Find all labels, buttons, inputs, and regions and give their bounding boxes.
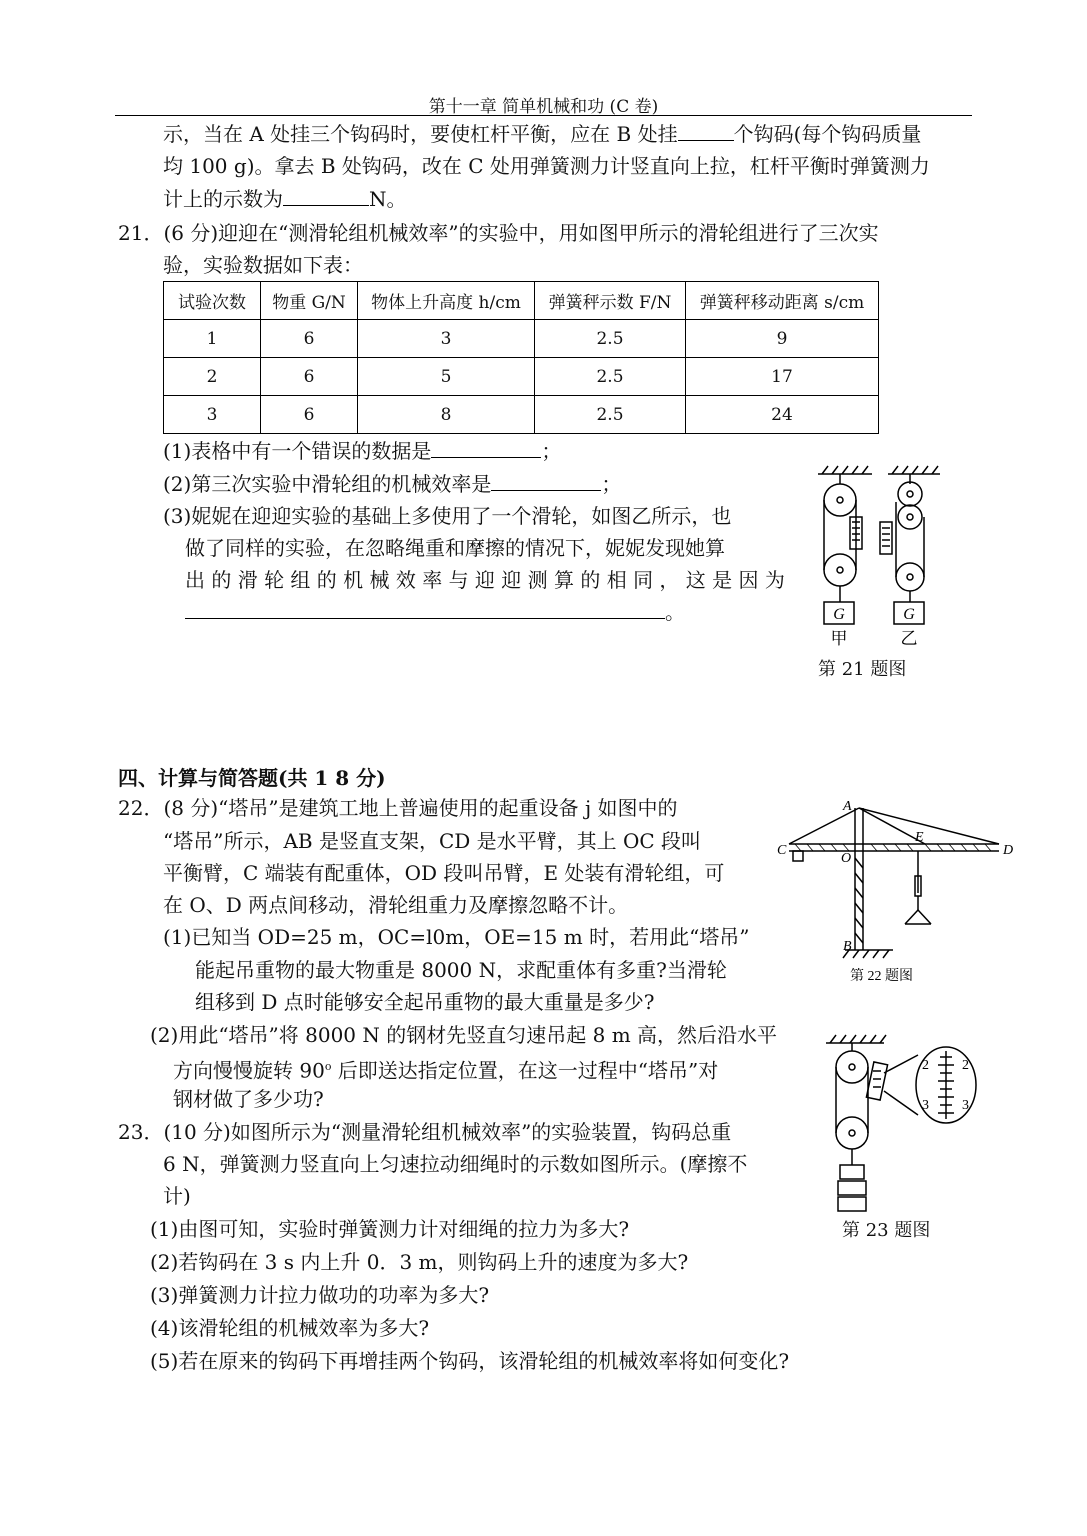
q21-sub1-text: (1)表格中有一个错误的数据是 (163, 439, 432, 463)
label-c: C (777, 843, 787, 858)
q22-sub2-line2b: 后即送达指定位置，在这一过程中“塔吊”对 (331, 1058, 719, 1083)
label-yi: 乙 (900, 629, 918, 648)
table-cell: 1 (164, 320, 261, 358)
table-header-cell: 弹簧秤移动距离 s/cm (686, 282, 879, 320)
q23-sub3: (3)弹簧测力计拉力做功的功率为多大? (150, 1283, 490, 1307)
table-header-row (164, 282, 879, 320)
q20-line1b: 个钩码(每个钩码质量 (733, 122, 922, 146)
q23-sub4: (4)该滑轮组的机械效率为多大? (150, 1316, 430, 1340)
q23-line1: 23．(10 分)如图所示为“测量滑轮组机械效率”的实验装置，钩码总重 (118, 1120, 732, 1144)
table-header-cell: 物重 G/N (261, 282, 358, 320)
q21-sub3-line4 (185, 596, 685, 628)
q21-sub2 (163, 468, 621, 500)
q21-sub3-line2: 做了同样的实验，在忽略绳重和摩擦的情况下，妮妮发现她算 (185, 536, 725, 560)
q22-sub2-line2 (173, 1051, 718, 1087)
table-cell: 3 (358, 320, 535, 358)
q22-sub1-line3: 组移到 D 点时能够安全起吊重物的最大重量是多少? (195, 990, 655, 1014)
label-d: D (1003, 843, 1014, 858)
table-cell: 9 (686, 320, 879, 358)
table-cell: 6 (261, 358, 358, 396)
q23-sub1: (1)由图可知，实验时弹簧测力计对细绳的拉力为多大? (150, 1217, 630, 1241)
scale-mark-2-left: 2 (922, 1058, 929, 1073)
semicolon: ； (541, 439, 562, 463)
table-header-cell: 物体上升高度 h/cm (358, 282, 535, 320)
table-cell: 3 (164, 396, 261, 434)
table-cell: 2.5 (535, 396, 686, 434)
table-row (164, 320, 879, 358)
experiment-table (163, 281, 879, 434)
answer-blank[interactable] (185, 596, 665, 619)
q22-sub2-line1: (2)用此“塔吊”将 8000 N 的钢材先竖直匀速吊起 8 m 高，然后沿水平 (150, 1023, 778, 1047)
q23-line2: 6 N，弹簧测力竖直向上匀速拉动细绳时的示数如图所示。(摩擦不 (163, 1152, 748, 1176)
degree-superscript: o (324, 1060, 332, 1073)
q22-line2: “塔吊”所示，AB 是竖直支架，CD 是水平臂，其上 OC 段叫 (163, 829, 702, 853)
table-row (164, 396, 879, 434)
answer-blank[interactable] (678, 118, 734, 141)
answer-blank[interactable] (283, 183, 369, 206)
table-cell: 6 (261, 396, 358, 434)
scale-mark-3-right: 3 (962, 1098, 969, 1113)
weight-g-label: G (833, 606, 845, 623)
label-a: A (843, 799, 852, 814)
q23-sub2: (2)若钩码在 3 s 内上升 0．3 m，则钩码上升的速度为多大? (150, 1250, 689, 1274)
q20-line2: 均 100 g)。拿去 B 处钩码，改在 C 处用弹簧测力计竖直向上拉，杠杆平衡时弹簧测力 (163, 154, 930, 178)
scale-mark-3-left: 3 (922, 1098, 929, 1113)
answer-blank[interactable] (491, 468, 601, 491)
table-cell: 8 (358, 396, 535, 434)
q22-sub2-line2a: 方向慢慢旋转 90 (173, 1058, 325, 1083)
header-rule (115, 115, 972, 116)
figure-22-caption: 第 22 题图 (850, 969, 913, 984)
q22-sub2-line3: 钢材做了多少功? (173, 1087, 324, 1111)
label-o: O (841, 851, 852, 866)
table-header-cell: 试验次数 (164, 282, 261, 320)
period: 。 (665, 600, 685, 624)
q22-line1: 22．(8 分)“塔吊”是建筑工地上普遍使用的起重设备 j 如图中的 (118, 796, 678, 820)
answer-blank[interactable] (431, 435, 541, 458)
table-cell: 5 (358, 358, 535, 396)
figure-21-pulleys (800, 462, 960, 652)
figure-22-tower-crane (775, 798, 1025, 988)
q20-line1 (163, 118, 921, 150)
table-cell: 6 (261, 320, 358, 358)
label-jia: 甲 (830, 629, 848, 648)
table-header-cell: 弹簧秤示数 F/N (535, 282, 686, 320)
figure-23-pulley-scale (818, 1033, 988, 1218)
q22-sub1-line1: (1)已知当 OD=25 m，OC=l0m，OE=15 m 时，若用此“塔吊” (163, 925, 750, 949)
q23-sub5: (5)若在原来的钩码下再增挂两个钩码，该滑轮组的机械效率将如何变化? (150, 1349, 790, 1373)
section-4-title: 四、计算与简答题(共 1 8 分) (118, 766, 386, 790)
table-cell: 2.5 (535, 358, 686, 396)
semicolon: ； (601, 472, 622, 496)
scale-mark-2-right: 2 (962, 1058, 969, 1073)
label-e: E (915, 830, 924, 845)
weight-g-label: G (903, 606, 915, 623)
q22-line4: 在 O、D 两点间移动，滑轮组重力及摩擦忽略不计。 (163, 893, 629, 917)
page-header: 第十一章 简单机械和功 (C 卷) (428, 97, 659, 117)
q20-line3 (163, 183, 407, 215)
table-cell: 2.5 (535, 320, 686, 358)
table-row (164, 358, 879, 396)
q21-sub3-line3: 出 的 滑 轮 组 的 机 械 效 率 与 迎 迎 测 算 的 相 同 ， 这 是 因 为 (185, 568, 785, 592)
table-cell: 24 (686, 396, 879, 434)
figure-21-caption: 第 21 题图 (818, 659, 907, 680)
q22-sub1-line2: 能起吊重物的最大物重是 8000 N，求配重体有多重?当滑轮 (195, 958, 727, 982)
q20-line3a: 计上的示数为 (163, 187, 283, 211)
q21-line2: 验，实验数据如下表： (163, 253, 363, 277)
label-b: B (843, 939, 852, 954)
table-cell: 2 (164, 358, 261, 396)
q20-line1a: 示，当在 A 处挂三个钩码时，要使杠杆平衡，应在 B 处挂 (163, 122, 678, 146)
q22-line3: 平衡臂，C 端装有配重体，OD 段叫吊臂，E 处装有滑轮组，可 (163, 861, 725, 885)
table-cell: 17 (686, 358, 879, 396)
q21-sub2-text: (2)第三次实验中滑轮组的机械效率是 (163, 472, 492, 496)
q23-line3: 计) (163, 1184, 191, 1208)
q21-line1: 21．(6 分)迎迎在“测滑轮组机械效率”的实验中，用如图甲所示的滑轮组进行了三次实 (118, 221, 879, 245)
q21-sub3-line1: (3)妮妮在迎迎实验的基础上多使用了一个滑轮，如图乙所示，也 (163, 504, 732, 528)
q21-sub1 (163, 435, 561, 467)
q20-line3b: N。 (369, 187, 407, 211)
figure-23-caption: 第 23 题图 (842, 1220, 931, 1241)
